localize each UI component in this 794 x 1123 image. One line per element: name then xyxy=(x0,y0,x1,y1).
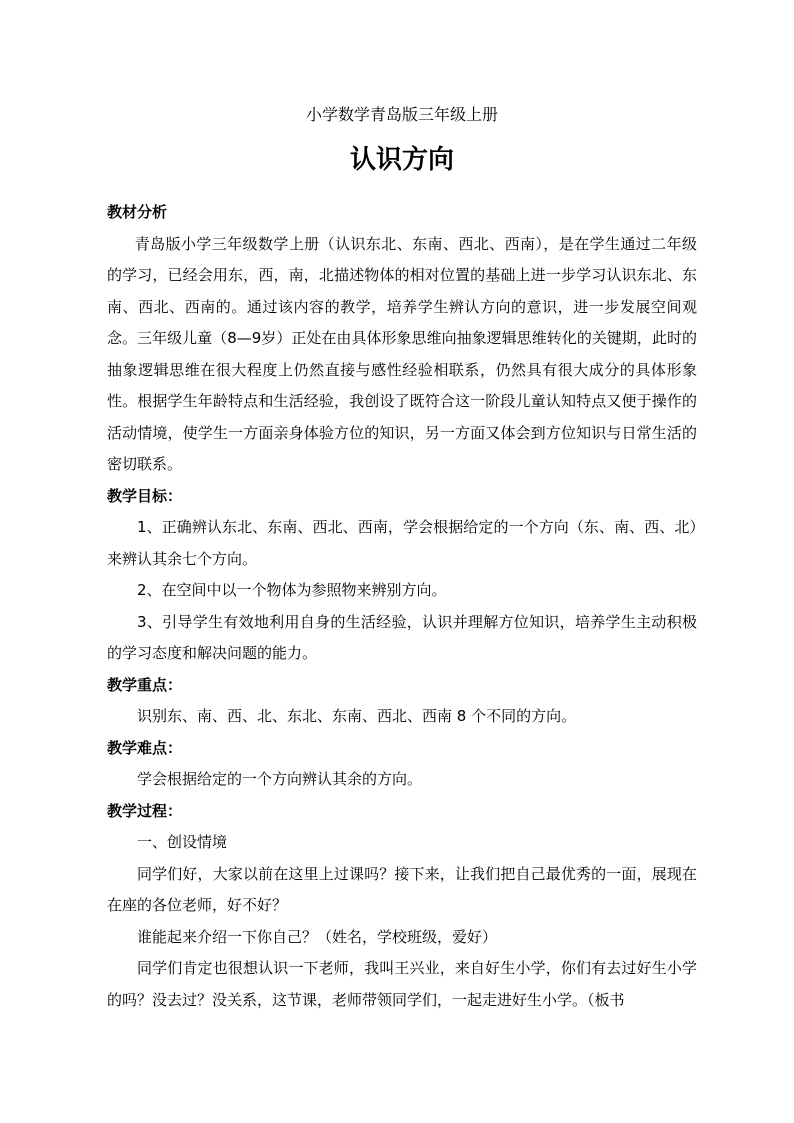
document-title: 认识方向 xyxy=(349,145,454,175)
difficulty-paragraph: 学会根据给定的一个方向辨认其余的方向。 xyxy=(137,770,423,788)
section-heading-key-point: 教学重点： xyxy=(107,675,183,694)
goal-item-1: 1、正确辨认东北、东南、西北、西南，学会根据给定的一个方向（东、南、西、北）来辨认其余七个方向。 xyxy=(107,518,697,568)
process-paragraph-1: 同学们好，大家以前在这里上过课吗？接下来，让我们把自己最优秀的一面，展现在在座的各位老师，好不好？ xyxy=(107,864,697,914)
key-point-paragraph: 识别东、南、西、北、东北、东南、西北、西南 8 个不同的方向。 xyxy=(137,707,577,725)
document-body xyxy=(107,197,697,1016)
goal-item-2: 2、在空间中以一个物体为参照物来辨别方向。 xyxy=(137,581,447,599)
goal-item-3: 3、引导学生有效地利用自身的生活经验，认识并理解方位知识，培养学生主动积极的学习态度和解决问题的能力。 xyxy=(107,612,697,662)
section-heading-goals: 教学目标： xyxy=(107,486,183,505)
analysis-paragraph: 青岛版小学三年级数学上册（认识东北、东南、西北、西南），是在学生通过二年级的学习，已经会用东，西，南，北描述物体的相对位置的基础上进一步学习认识东北、东南、西北、西南的。通过该内容的教学，培养学生辨认方向的意识，进一步发展空间观念。三年级儿童（8—9岁）正处在由具体形象思维向抽象逻辑思维转化的关键期，此时的抽象逻辑思维在很大程度上仍然直接与感性经验相联系，仍然具有很大成分的具体形象性。根据学生年龄特点和生活经验，我创设了既符合这一阶段儿童认知特点又便于操作的活动情境，使学生一方面亲身体验方位的知识，另一方面又体会到方位知识与日常生活的密切联系。 xyxy=(107,234,697,473)
process-paragraph-2: 谁能起来介绍一下你自己？（姓名，学校班级，爱好） xyxy=(137,927,498,946)
process-paragraph-3: 同学们肯定也很想认识一下老师，我叫王兴业，来自好生小学，你们有去过好生小学的吗？没去过？没关系，这节课，老师带领同学们，一起走进好生小学。（板书 xyxy=(107,959,697,1009)
section-heading-difficulty: 教学难点： xyxy=(107,738,183,757)
section-heading-process: 教学过程： xyxy=(107,801,183,820)
section-heading-analysis: 教材分析 xyxy=(107,203,168,221)
process-step-title: 一、创设情境 xyxy=(137,833,228,851)
document-subtitle: 小学数学青岛版三年级上册 xyxy=(305,105,498,124)
